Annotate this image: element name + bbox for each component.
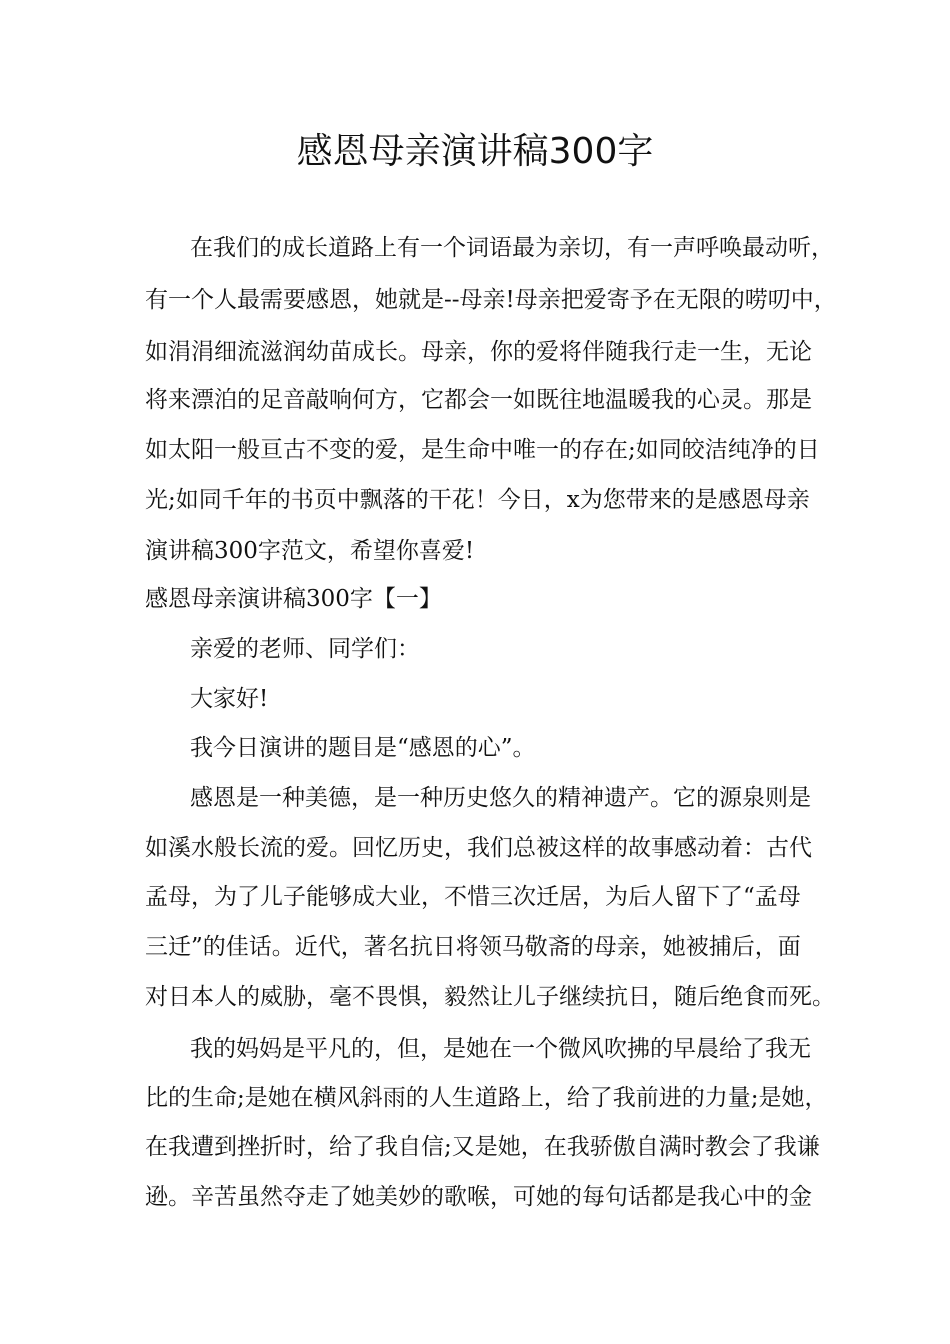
section-heading: 感恩母亲演讲稿300字【一】 [145,586,442,612]
paragraph-line: 如涓涓细流滋润幼苗成长。母亲，你的爱将伴随我行走一生，无论 [145,339,812,365]
paragraph-line: 演讲稿300字范文，希望你喜爱! [145,538,475,564]
paragraph-line: 逊。辛苦虽然夺走了她美妙的歌喉，可她的每句话都是我心中的金 [145,1184,812,1210]
paragraph-line: 有一个人最需要感恩，她就是--母亲!母亲把爱寄予在无限的唠叨中， [145,287,837,313]
paragraph-line: 将来漂泊的足音敲响何方，它都会一如既往地温暖我的心灵。那是 [145,387,812,413]
document-title: 感恩母亲演讲稿300字 [296,131,654,172]
paragraph-line: 在我们的成长道路上有一个词语最为亲切，有一声呼唤最动听， [190,235,834,261]
paragraph-line: 我今日演讲的题目是“感恩的心”。 [190,735,536,761]
paragraph-line: 光;如同千年的书页中飘落的干花！今日，x为您带来的是感恩母亲 [145,487,810,513]
paragraph-line: 我的妈妈是平凡的，但，是她在一个微风吹拂的早晨给了我无 [190,1036,811,1062]
greeting: 大家好! [190,686,269,712]
paragraph-line: 如太阳一般亘古不变的爱，是生命中唯一的存在;如同皎洁纯净的日 [145,437,820,463]
paragraph-line: 感恩是一种美德，是一种历史悠久的精神遗产。它的源泉则是 [190,785,811,811]
paragraph-line: 对日本人的威胁，毫不畏惧，毅然让儿子继续抗日，随后绝食而死。 [145,984,835,1010]
salutation: 亲爱的老师、同学们： [190,636,420,662]
paragraph-line: 在我遭到挫折时，给了我自信;又是她，在我骄傲自满时教会了我谦 [145,1134,820,1160]
paragraph-line: 如溪水般长流的爱。回忆历史，我们总被这样的故事感动着：古代 [145,835,812,861]
paragraph-line: 三迁”的佳话。近代，著名抗日将领马敬斋的母亲，她被捕后，面 [145,934,801,960]
paragraph-line: 比的生命;是她在横风斜雨的人生道路上，给了我前进的力量;是她， [145,1085,828,1111]
paragraph-line: 孟母，为了儿子能够成大业，不惜三次迁居，为后人留下了“孟母 [145,884,801,910]
